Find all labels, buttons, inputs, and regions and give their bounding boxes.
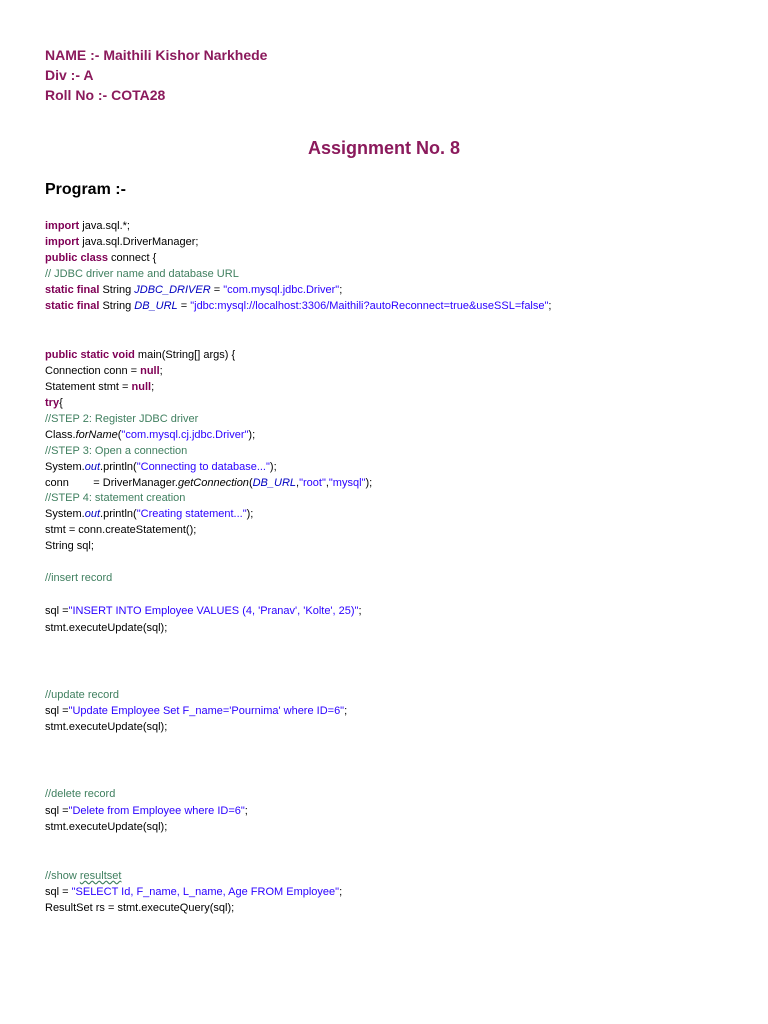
- code-text: ;: [358, 605, 362, 617]
- code-text: ;: [548, 300, 552, 312]
- string-literal: "Delete from Employee where ID=6": [68, 805, 245, 817]
- code-text: java.sql.*;: [79, 220, 130, 232]
- code-text: );: [269, 461, 277, 473]
- program-label: Program :-: [45, 181, 126, 198]
- keyword: null: [140, 365, 160, 377]
- string-literal: "com.mysql.cj.jdbc.Driver": [121, 429, 249, 441]
- string-literal: "root": [299, 477, 326, 489]
- assignment-title: Assignment No. 8: [307, 138, 461, 158]
- string-literal: "Connecting to database...": [136, 461, 270, 473]
- code-line: [45, 459, 277, 475]
- code-text: System.: [45, 508, 85, 520]
- code-line: stmt.executeUpdate(sql);: [45, 821, 168, 833]
- method-name: getConnection: [177, 477, 249, 489]
- code-line: [45, 803, 248, 819]
- code-line: [45, 218, 130, 234]
- field-name: DB_URL: [134, 300, 178, 312]
- code-text: .println(: [100, 508, 137, 520]
- keyword: null: [131, 381, 152, 393]
- code-text: String: [99, 300, 135, 312]
- code-text: main(String[] args) {: [134, 349, 236, 361]
- code-text: java.sql.DriverManager;: [79, 236, 199, 248]
- code-comment: //delete record: [45, 788, 116, 800]
- code-line: [45, 427, 255, 443]
- string-literal: "mysql": [328, 477, 366, 489]
- code-line: [45, 703, 347, 719]
- code-line: stmt.executeUpdate(sql);: [45, 622, 168, 634]
- code-text: ,: [296, 477, 300, 489]
- code-comment: //update record: [45, 689, 119, 701]
- keyword: public static void: [45, 349, 135, 361]
- code-text: =: [210, 284, 224, 296]
- code-text: (: [248, 477, 253, 489]
- field-name: JDBC_DRIVER: [134, 284, 211, 296]
- code-text: Connection conn =: [45, 365, 141, 377]
- code-comment: //insert record: [45, 572, 113, 584]
- code-text: connect {: [107, 252, 157, 264]
- code-line: ResultSet rs = stmt.executeQuery(sql);: [45, 902, 235, 914]
- code-text: sql =: [45, 605, 69, 617]
- code-line: [45, 234, 198, 250]
- code-text: ;: [244, 805, 248, 817]
- string-literal: "SELECT Id, F_name, L_name, Age FROM Employee": [71, 886, 340, 898]
- code-line: String sql;: [45, 540, 94, 552]
- code-comment: //STEP 3: Open a connection: [45, 445, 188, 457]
- code-comment: //STEP 2: Register JDBC driver: [45, 413, 199, 425]
- field-name: out: [84, 508, 101, 520]
- student-roll-no: Roll No :- COTA28: [45, 87, 166, 103]
- code-text: .println(: [100, 461, 137, 473]
- code-text: ;: [339, 886, 343, 898]
- keyword: import: [45, 220, 80, 232]
- code-line: [45, 298, 551, 314]
- code-text: ;: [151, 381, 155, 393]
- code-line: [45, 395, 63, 411]
- code-text: Statement stmt =: [45, 381, 132, 393]
- code-text: );: [246, 508, 254, 520]
- code-text: String: [99, 284, 135, 296]
- code-line: [45, 884, 342, 900]
- code-text: (: [117, 429, 122, 441]
- keyword: import: [45, 236, 80, 248]
- code-text: ;: [344, 705, 348, 717]
- field-name: out: [84, 461, 101, 473]
- code-comment: [45, 868, 121, 884]
- code-line: [45, 347, 235, 363]
- code-text: {: [59, 397, 63, 409]
- code-line: [45, 363, 163, 379]
- string-literal: "Update Employee Set F_name='Pournima' where ID=6": [68, 705, 345, 717]
- spellcheck-underlined-word: resultset: [79, 870, 122, 882]
- code-text: sql =: [45, 805, 69, 817]
- code-text: );: [365, 477, 373, 489]
- keyword: public class: [45, 252, 108, 264]
- string-literal: "Creating statement...": [136, 508, 247, 520]
- code-text: );: [248, 429, 256, 441]
- code-text: sql =: [45, 705, 69, 717]
- keyword: try: [45, 397, 60, 409]
- method-name: forName: [75, 429, 118, 441]
- code-text: System.: [45, 461, 85, 473]
- student-name: NAME :- Maithili Kishor Narkhede: [45, 47, 268, 63]
- string-literal: "INSERT INTO Employee VALUES (4, 'Pranav', 'Kolte', 25)": [68, 605, 359, 617]
- code-line: [45, 250, 156, 266]
- code-line: [45, 282, 342, 298]
- code-text: ;: [339, 284, 343, 296]
- code-line: stmt.executeUpdate(sql);: [45, 721, 168, 733]
- string-literal: "jdbc:mysql://localhost:3306/Maithili?autoReconnect=true&useSSL=false": [190, 300, 549, 312]
- keyword: static final: [45, 300, 100, 312]
- code-text: ;: [159, 365, 163, 377]
- code-line: [45, 506, 253, 522]
- code-text: ,: [325, 477, 329, 489]
- student-division: Div :- A: [45, 67, 94, 83]
- string-literal: "com.mysql.jdbc.Driver": [223, 284, 340, 296]
- code-line: [45, 379, 154, 395]
- keyword: static final: [45, 284, 100, 296]
- code-text: Class.: [45, 429, 76, 441]
- code-line: [45, 603, 362, 619]
- code-comment-text: //show: [45, 870, 80, 882]
- code-line: stmt = conn.createStatement();: [45, 524, 197, 536]
- code-text: =: [177, 300, 191, 312]
- code-text: conn = DriverManager.: [45, 477, 178, 489]
- code-text: sql =: [45, 886, 72, 898]
- field-name: DB_URL: [252, 477, 297, 489]
- code-comment: //STEP 4: statement creation: [45, 492, 186, 504]
- code-comment: // JDBC driver name and database URL: [45, 268, 239, 280]
- code-line: [45, 475, 372, 491]
